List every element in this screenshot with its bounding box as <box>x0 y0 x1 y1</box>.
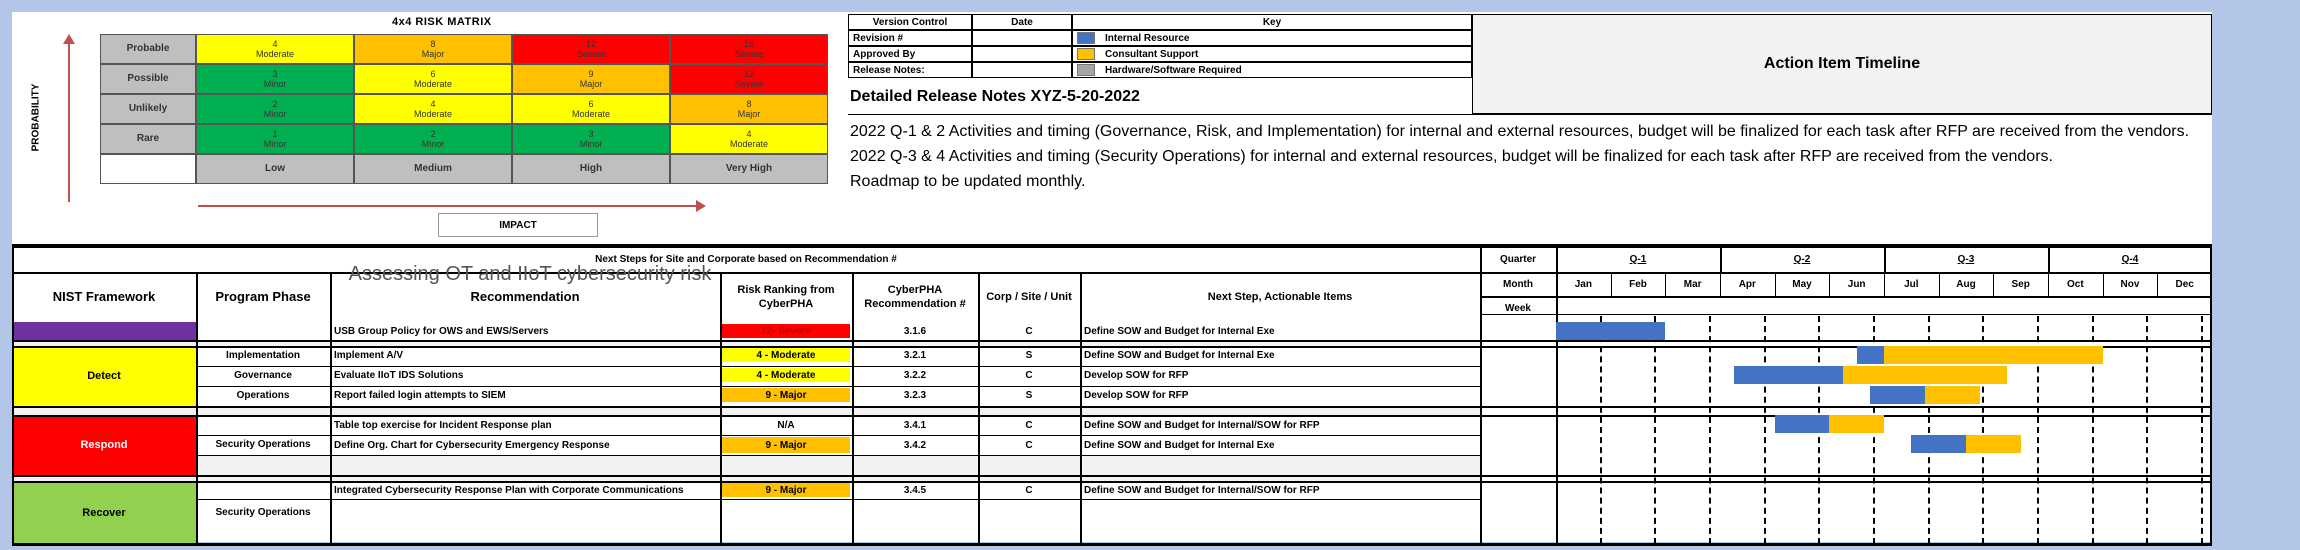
nist-detect-cell: Detect <box>12 346 196 406</box>
table-right-border <box>2210 246 2212 544</box>
matrix-column-label: Low <box>196 154 354 184</box>
month-divider <box>1939 272 1940 296</box>
matrix-column-label: Very High <box>670 154 828 184</box>
column-line <box>330 272 332 544</box>
quarter-header: Q-1 <box>1629 253 1647 265</box>
month-header: Feb <box>1629 278 1647 290</box>
impact-label: IMPACT <box>438 213 598 237</box>
next-step-header: Next Step, Actionable Items <box>1207 291 1353 303</box>
risk-ranking-cell: N/A <box>777 419 795 431</box>
corp-site-unit-cell: C <box>1025 419 1033 431</box>
row-line <box>196 455 1480 456</box>
nist-respond-cell: Respond <box>12 415 196 475</box>
matrix-cell-score: 4 <box>746 129 752 139</box>
corp-site-unit-header: Corp / Site / Unit <box>986 291 1072 303</box>
action-item-timeline-title: Action Item Timeline <box>1472 14 2212 114</box>
month-header: Jan <box>1574 278 1592 290</box>
column-line <box>978 272 980 544</box>
band-line <box>12 406 2212 408</box>
matrix-cell-level: Major <box>579 79 603 89</box>
matrix-cell-score: 2 <box>430 129 436 139</box>
program-phase-header: Program Phase <box>215 289 311 304</box>
risk-ranking-cell: 4 - Moderate <box>722 368 850 382</box>
month-header: Sep <box>2011 278 2030 290</box>
phase-implementation: Implementation <box>226 350 300 361</box>
row-line <box>196 499 1480 500</box>
impact-arrow <box>198 205 698 207</box>
matrix-column-label: High <box>512 154 670 184</box>
matrix-cell <box>354 34 512 64</box>
corp-site-unit-cell: C <box>1025 439 1033 451</box>
matrix-corner <box>100 154 196 184</box>
row-line <box>196 386 1480 387</box>
recommendation-cell: Evaluate IIoT IDS Solutions <box>334 369 464 381</box>
cyberpha-number-cell: 3.2.1 <box>903 349 927 361</box>
corp-site-unit-cell: C <box>1025 325 1033 337</box>
matrix-cell <box>196 94 354 124</box>
matrix-cell-level: Moderate <box>571 109 611 119</box>
week-underline <box>1480 314 2212 315</box>
matrix-cell-level: Minor <box>263 79 287 89</box>
matrix-cell <box>354 124 512 154</box>
recommendation-cell: Table top exercise for Incident Response plan <box>334 419 552 431</box>
recommendation-cell: Define Org. Chart for Cybersecurity Emergency Response <box>334 439 610 451</box>
timeline-left-border <box>1480 246 1482 544</box>
matrix-cell <box>512 64 670 94</box>
gantt-bar[interactable] <box>1734 366 1843 384</box>
risk-ranking-header: Risk Ranking from CyberPHA <box>737 284 835 310</box>
next-step-cell: Define SOW and Budget for Internal/SOW for RFP <box>1084 419 1320 431</box>
month-header: Mar <box>1683 278 1702 290</box>
recommendation-cell: Report failed login attempts to SIEM <box>334 389 506 401</box>
column-line <box>1080 272 1082 544</box>
matrix-cell-level: Severe <box>734 49 764 59</box>
gantt-bar[interactable] <box>1843 366 2007 384</box>
risk-matrix-panel <box>12 12 842 246</box>
gantt-gridline <box>1764 316 1766 544</box>
probability-arrow-head <box>63 34 75 44</box>
gantt-gridline <box>1600 316 1602 544</box>
next-step-cell: Define SOW and Budget for Internal Exe <box>1084 439 1275 451</box>
matrix-cell <box>670 94 828 124</box>
matrix-cell-score: 4 <box>272 39 278 49</box>
month-header: Nov <box>2120 278 2140 290</box>
matrix-cell-score: 1 <box>272 129 278 139</box>
matrix-column-label: Medium <box>354 154 512 184</box>
month-divider <box>2103 272 2104 296</box>
matrix-cell-level: Severe <box>734 79 764 89</box>
version-control-panel <box>848 14 2212 246</box>
month-header: Jun <box>1847 278 1866 290</box>
matrix-cell-score: 3 <box>588 129 594 139</box>
matrix-cell-score: 16 <box>743 39 754 49</box>
grid-hline <box>1480 296 2212 298</box>
matrix-cell <box>670 124 828 154</box>
risk-ranking-cell: 4 - Moderate <box>722 348 850 362</box>
recommendation-cell: Integrated Cybersecurity Response Plan with Corporate Communications <box>334 484 684 496</box>
release-note-line: 2022 Q-1 & 2 Activities and timing (Governance, Risk, and Implementation) for internal and external resources, budget will be finalized for each task after RFP are received from the vendors. <box>850 123 2190 140</box>
recommendation-cell: Implement A/V <box>334 349 404 361</box>
matrix-cell-score: 8 <box>746 99 752 109</box>
risk-ranking-cell: 12- Severe <box>722 324 850 338</box>
release-notes-body <box>848 114 2212 248</box>
risk-ranking-cell: 9 - Major <box>722 437 850 453</box>
cyberpha-number-header: CyberPHA Recommendation # <box>864 284 966 310</box>
matrix-cell-score: 9 <box>588 69 594 79</box>
gantt-bar[interactable] <box>1775 415 1830 433</box>
matrix-cell <box>354 64 512 94</box>
matrix-cell <box>512 124 670 154</box>
next-step-cell: Define SOW and Budget for Internal/SOW for RFP <box>1084 484 1320 496</box>
nist-identify-cell <box>12 322 196 340</box>
version-row-date[interactable] <box>972 62 1072 78</box>
corp-site-unit-cell: C <box>1025 484 1033 496</box>
next-step-cell: Define SOW and Budget for Internal Exe <box>1084 325 1275 337</box>
key-label: Internal Resource <box>1105 32 1190 44</box>
matrix-cell <box>670 64 828 94</box>
key-swatch <box>1077 48 1095 60</box>
matrix-cell-level: Minor <box>421 139 445 149</box>
key-header: Key <box>1072 14 1472 30</box>
key-row <box>1072 30 1472 46</box>
key-swatch <box>1077 64 1095 76</box>
cyberpha-number-cell: 3.4.5 <box>903 484 927 496</box>
matrix-cell <box>196 34 354 64</box>
month-header: Dec <box>2175 278 2194 290</box>
month-header: Aug <box>1956 278 1976 290</box>
version-row-label: Revision # <box>848 30 972 46</box>
table-left-border <box>12 246 14 544</box>
month-header: May <box>1792 278 1812 290</box>
band-line <box>12 481 2212 483</box>
quarter-divider <box>1884 246 1886 272</box>
matrix-cell-score: 2 <box>272 99 278 109</box>
matrix-cell-level: Moderate <box>729 139 769 149</box>
matrix-cell-level: Minor <box>263 109 287 119</box>
key-row <box>1072 46 1472 62</box>
gantt-bar[interactable] <box>1870 386 1925 404</box>
matrix-cell <box>670 34 828 64</box>
quarter-header: Q-3 <box>1957 253 1975 265</box>
gantt-left-border <box>1556 246 1558 544</box>
gantt-gridline <box>2146 316 2148 544</box>
matrix-row-label: Possible <box>100 64 196 94</box>
key-row <box>1072 62 1472 78</box>
gantt-bar[interactable] <box>1966 435 2021 453</box>
month-divider <box>1884 272 1885 296</box>
impact-arrow-head <box>696 200 706 212</box>
quarter-divider <box>1720 246 1722 272</box>
month-divider <box>1665 272 1666 296</box>
matrix-cell-level: Moderate <box>255 49 295 59</box>
matrix-cell-score: 12 <box>743 69 754 79</box>
probability-arrow <box>68 38 70 202</box>
month-divider <box>1720 272 1721 296</box>
next-steps-header: Next Steps for Site and Corporate based on Recommendation # <box>595 253 897 265</box>
matrix-cell-score: 3 <box>272 69 278 79</box>
risk-ranking-cell: 9 - Major <box>722 483 850 497</box>
matrix-cell-level: Moderate <box>413 79 453 89</box>
matrix-cell-level: Moderate <box>413 109 453 119</box>
overlay-title: Assessing OT and IIoT cybersecurity risk <box>348 262 712 285</box>
month-header: Apr <box>1738 278 1756 290</box>
version-row-date[interactable] <box>972 46 1072 62</box>
month-divider <box>2157 272 2158 296</box>
gantt-bar[interactable] <box>1884 346 2103 364</box>
recommendation-header: Recommendation <box>470 289 580 304</box>
gantt-bar[interactable] <box>1829 415 1884 433</box>
cyberpha-number-cell: 3.2.2 <box>903 369 927 381</box>
cyberpha-number-cell: 3.1.6 <box>903 325 927 337</box>
matrix-cell-level: Major <box>737 109 761 119</box>
matrix-row-label: Probable <box>100 34 196 64</box>
next-step-cell: Develop SOW for RFP <box>1084 369 1189 381</box>
probability-label: PROBABILITY <box>30 83 42 152</box>
quarter-divider <box>2048 246 2050 272</box>
month-label: Month <box>1503 278 1533 290</box>
recommendation-cell: USB Group Policy for OWS and EWS/Servers <box>334 325 549 337</box>
matrix-cell-score: 12 <box>585 39 596 49</box>
key-label: Consultant Support <box>1105 48 1199 60</box>
matrix-row-label: Unlikely <box>100 94 196 124</box>
gantt-bar[interactable] <box>1925 386 1980 404</box>
risk-matrix-title: 4x4 RISK MATRIX <box>392 16 492 28</box>
week-label: Week <box>1505 302 1531 314</box>
gantt-gridline <box>1654 316 1656 544</box>
date-header: Date <box>972 14 1072 30</box>
phase-operations: Operations <box>236 390 290 401</box>
quarter-header: Q-4 <box>2121 253 2139 265</box>
release-note-line: 2022 Q-3 & 4 Activities and timing (Security Operations) for internal and external resources, budget will be finalized for each task after RFP are received from the vendors. <box>850 148 2053 165</box>
release-note-line: Roadmap to be updated monthly. <box>850 173 1086 190</box>
quarter-header: Q-2 <box>1793 253 1811 265</box>
band-line <box>12 475 2212 477</box>
phase-security-operations: Security Operations <box>215 439 311 450</box>
matrix-cell <box>196 124 354 154</box>
column-line <box>196 272 198 544</box>
version-row-date[interactable] <box>972 30 1072 46</box>
gantt-bar[interactable] <box>1556 322 1665 340</box>
matrix-cell-level: Major <box>421 49 445 59</box>
matrix-cell-score: 4 <box>430 99 436 109</box>
column-line <box>852 272 854 544</box>
matrix-cell <box>354 94 512 124</box>
gantt-gridline <box>1709 316 1711 544</box>
band-line <box>12 340 2212 342</box>
row-line <box>196 366 1480 367</box>
month-divider <box>1611 272 1612 296</box>
matrix-cell-level: Minor <box>579 139 603 149</box>
matrix-cell-score: 6 <box>430 69 436 79</box>
version-control-header: Version Control <box>848 14 972 30</box>
version-row-label: Approved By <box>848 46 972 62</box>
phase-governance: Governance <box>234 370 292 381</box>
gantt-bar[interactable] <box>1857 346 1884 364</box>
month-divider <box>1829 272 1830 296</box>
corp-site-unit-cell: C <box>1025 369 1033 381</box>
matrix-cell <box>512 34 670 64</box>
month-header: Jul <box>1904 278 1919 290</box>
matrix-row-label: Rare <box>100 124 196 154</box>
column-line <box>720 272 722 544</box>
month-divider <box>2048 272 2049 296</box>
matrix-cell <box>512 94 670 124</box>
matrix-cell-level: Severe <box>576 49 606 59</box>
gantt-bar[interactable] <box>1911 435 1966 453</box>
risk-ranking-cell: 9 - Major <box>722 388 850 402</box>
gantt-gridline <box>2201 316 2203 544</box>
next-step-cell: Define SOW and Budget for Internal Exe <box>1084 349 1275 361</box>
key-swatch <box>1077 32 1095 44</box>
next-step-cell: Develop SOW for RFP <box>1084 389 1189 401</box>
cyberpha-number-cell: 3.2.3 <box>903 389 927 401</box>
month-divider <box>1775 272 1776 296</box>
phase-security-operations: Security Operations <box>215 506 311 518</box>
matrix-cell-score: 8 <box>430 39 436 49</box>
nist-recover-cell: Recover <box>12 481 196 544</box>
table-bottom-border <box>12 543 2212 546</box>
cyberpha-number-cell: 3.4.1 <box>903 419 927 431</box>
matrix-cell <box>196 64 354 94</box>
corp-site-unit-cell: S <box>1025 389 1033 401</box>
month-divider <box>1993 272 1994 296</box>
row-line <box>196 435 1480 436</box>
matrix-cell-level: Minor <box>263 139 287 149</box>
key-label: Hardware/Software Required <box>1105 64 1242 76</box>
corp-site-unit-cell: S <box>1025 349 1033 361</box>
month-header: Oct <box>2066 278 2084 290</box>
cyberpha-number-cell: 3.4.2 <box>903 439 927 451</box>
quarter-label: Quarter <box>1499 253 1537 265</box>
version-row-label: Release Notes: <box>848 62 972 78</box>
nist-framework-header: NIST Framework <box>52 289 156 304</box>
release-notes-title: Detailed Release Notes XYZ-5-20-2022 <box>850 88 1140 105</box>
matrix-cell-score: 6 <box>588 99 594 109</box>
